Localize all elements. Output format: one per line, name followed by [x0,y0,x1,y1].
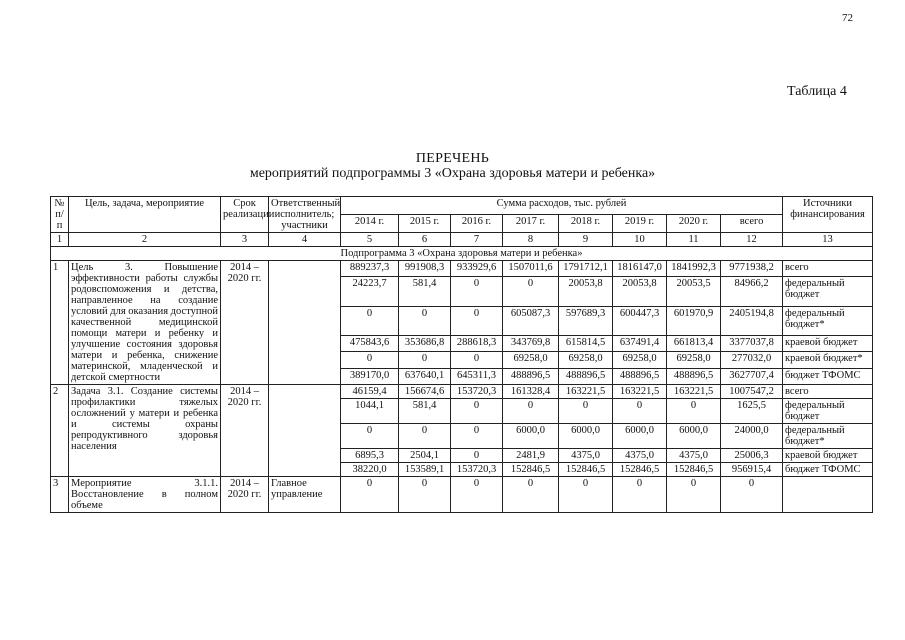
value-cell: 637640,1 [399,368,451,384]
value-cell: 0 [613,399,667,424]
value-cell: 0 [559,477,613,513]
header-year-2019: 2019 г. [613,215,667,233]
value-cell: 84966,2 [721,277,783,306]
value-cell: 488896,5 [613,368,667,384]
value-cell: 0 [451,477,503,513]
header-year-2015: 2015 г. [399,215,451,233]
value-cell: 889237,3 [341,261,399,277]
col-number: 12 [721,233,783,247]
value-cell: 9771938,2 [721,261,783,277]
source-cell: бюджет ТФОМС [783,368,873,384]
value-cell: 0 [667,477,721,513]
task-text: Задача 3.1. Создание системы профилактики тяжелых осложнений у матери и ребенка и системы охраны репродуктивного здоровья населения [69,385,221,477]
value-cell: 6000,0 [503,424,559,449]
term-text: 2014 – 2020 гг. [221,261,269,385]
value-cell: 38220,0 [341,463,399,477]
value-cell: 1791712,1 [559,261,613,277]
col-number: 9 [559,233,613,247]
value-cell: 0 [451,424,503,449]
value-cell: 1625,5 [721,399,783,424]
value-cell: 600447,3 [613,306,667,335]
source-cell: краевой бюджет [783,449,873,463]
value-cell: 25006,3 [721,449,783,463]
value-cell: 20053,8 [559,277,613,306]
value-cell: 153720,3 [451,385,503,399]
document-title: ПЕРЕЧЕНЬ [415,151,490,166]
col-number: 8 [503,233,559,247]
table-label: Таблица 4 [787,84,847,99]
responsible-text: Главное управление [269,477,341,513]
header-year-2020: 2020 г. [667,215,721,233]
col-number: 2 [69,233,221,247]
value-cell: 163221,5 [613,385,667,399]
source-cell: краевой бюджет* [783,352,873,368]
value-cell: 152846,5 [559,463,613,477]
table-row [51,477,873,513]
value-cell: 488896,5 [559,368,613,384]
value-cell: 277032,0 [721,352,783,368]
value-cell: 1816147,0 [613,261,667,277]
value-cell: 0 [503,277,559,306]
term-text: 2014 – 2020 гг. [221,385,269,477]
value-cell: 163221,5 [559,385,613,399]
value-cell: 20053,8 [613,277,667,306]
value-cell: 0 [667,399,721,424]
value-cell: 1507011,6 [503,261,559,277]
source-cell [783,477,873,513]
header-year-2018: 2018 г. [559,215,613,233]
value-cell: 488896,5 [667,368,721,384]
col-number: 11 [667,233,721,247]
col-number: 13 [783,233,873,247]
value-cell: 1007547,2 [721,385,783,399]
value-cell: 153720,3 [451,463,503,477]
header-year-2016: 2016 г. [451,215,503,233]
col-number: 4 [269,233,341,247]
measure-text: Мероприятие 3.1.1. Восстановление в полном объеме [69,477,221,513]
value-cell: 152846,5 [613,463,667,477]
value-cell: 475843,6 [341,335,399,351]
value-cell: 152846,5 [667,463,721,477]
table-row [51,261,873,277]
header-goal: Цель, задача, мероприятие [69,197,221,233]
value-cell: 637491,4 [613,335,667,351]
value-cell: 661813,4 [667,335,721,351]
value-cell: 288618,3 [451,335,503,351]
source-cell: краевой бюджет [783,335,873,351]
value-cell: 20053,5 [667,277,721,306]
value-cell: 601970,9 [667,306,721,335]
source-cell: всего [783,261,873,277]
header-sum: Сумма расходов, тыс. рублей [341,197,783,215]
value-cell: 0 [559,399,613,424]
value-cell: 152846,5 [503,463,559,477]
source-cell: всего [783,385,873,399]
value-cell: 956915,4 [721,463,783,477]
row-number: 3 [51,477,69,513]
header-term: Срок реализации [221,197,269,233]
value-cell: 0 [451,399,503,424]
value-cell: 615814,5 [559,335,613,351]
column-numbers-row [51,233,873,247]
col-number: 1 [51,233,69,247]
header-num: № п/п [51,197,69,233]
row-number: 2 [51,385,69,477]
source-cell: бюджет ТФОМС [783,463,873,477]
row-number: 1 [51,261,69,385]
value-cell: 1841992,3 [667,261,721,277]
col-number: 6 [399,233,451,247]
value-cell: 0 [399,306,451,335]
document-subtitle: мероприятий подпрограммы 3 «Охрана здоровья матери и ребенка» [249,166,656,181]
value-cell: 2481,9 [503,449,559,463]
value-cell: 0 [399,352,451,368]
col-number: 3 [221,233,269,247]
value-cell: 69258,0 [613,352,667,368]
value-cell: 3377037,8 [721,335,783,351]
value-cell: 343769,8 [503,335,559,351]
measures-table [50,196,873,513]
value-cell: 24223,7 [341,277,399,306]
value-cell: 6000,0 [667,424,721,449]
value-cell: 4375,0 [667,449,721,463]
value-cell: 0 [341,477,399,513]
source-cell: федеральный бюджет [783,277,873,306]
value-cell: 0 [721,477,783,513]
value-cell: 488896,5 [503,368,559,384]
responsible-text [269,385,341,477]
responsible-text [269,261,341,385]
value-cell: 3627707,4 [721,368,783,384]
value-cell: 0 [503,477,559,513]
source-cell: федеральный бюджет [783,399,873,424]
term-text: 2014 – 2020 гг. [221,477,269,513]
value-cell: 156674,6 [399,385,451,399]
goal-text: Цель 3. Повышение эффективности работы службы родовспоможения и детства, направленное на создание условий для оказания доступной качественной медицинской помощи матери и ребенку и улучшение состояния здоровья матери и ребенка, снижение материнской, младенческой и детской смертности [69,261,221,385]
value-cell: 2405194,8 [721,306,783,335]
value-cell: 0 [399,477,451,513]
value-cell: 24000,0 [721,424,783,449]
header-sources: Источники финансирования [783,197,873,233]
value-cell: 153589,1 [399,463,451,477]
value-cell: 605087,3 [503,306,559,335]
page-number: 72 [842,12,853,24]
table-row [51,385,873,399]
value-cell: 0 [503,399,559,424]
value-cell: 581,4 [399,277,451,306]
value-cell: 4375,0 [613,449,667,463]
value-cell: 0 [341,306,399,335]
value-cell: 0 [399,424,451,449]
value-cell: 389170,0 [341,368,399,384]
value-cell: 0 [451,449,503,463]
value-cell: 161328,4 [503,385,559,399]
value-cell: 69258,0 [559,352,613,368]
value-cell: 2504,1 [399,449,451,463]
value-cell: 163221,5 [667,385,721,399]
source-cell: федеральный бюджет* [783,424,873,449]
col-number: 10 [613,233,667,247]
source-cell: федеральный бюджет* [783,306,873,335]
value-cell: 69258,0 [503,352,559,368]
value-cell: 0 [451,352,503,368]
col-number: 7 [451,233,503,247]
value-cell: 991908,3 [399,261,451,277]
value-cell: 6000,0 [559,424,613,449]
value-cell: 46159,4 [341,385,399,399]
value-cell: 0 [451,306,503,335]
value-cell: 0 [341,352,399,368]
value-cell: 0 [451,277,503,306]
header-responsible: Ответственный исполнитель; участники [269,197,341,233]
value-cell: 6000,0 [613,424,667,449]
header-year-2014: 2014 г. [341,215,399,233]
value-cell: 0 [341,424,399,449]
value-cell: 6895,3 [341,449,399,463]
value-cell: 4375,0 [559,449,613,463]
subprogram-row: Подпрограмма 3 «Охрана здоровья матери и ребенка» [51,247,873,261]
value-cell: 645311,3 [451,368,503,384]
value-cell: 69258,0 [667,352,721,368]
header-year-2017: 2017 г. [503,215,559,233]
header-total: всего [721,215,783,233]
value-cell: 597689,3 [559,306,613,335]
value-cell: 581,4 [399,399,451,424]
value-cell: 0 [613,477,667,513]
value-cell: 933929,6 [451,261,503,277]
value-cell: 353686,8 [399,335,451,351]
col-number: 5 [341,233,399,247]
value-cell: 1044,1 [341,399,399,424]
